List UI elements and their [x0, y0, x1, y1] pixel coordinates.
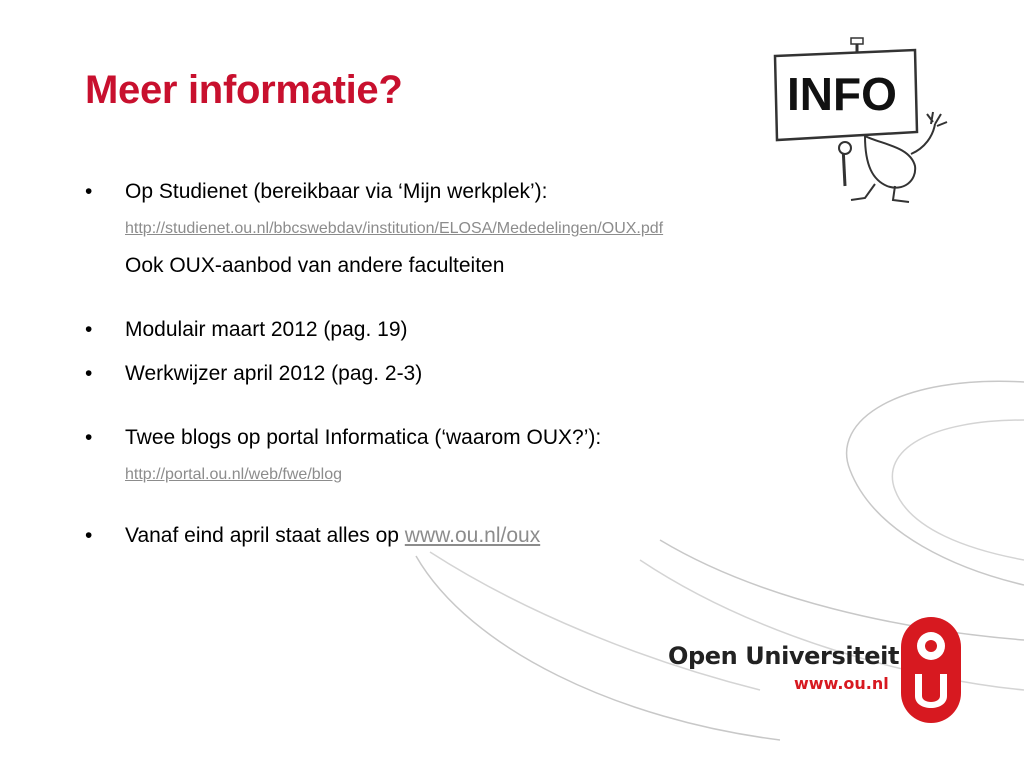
bullet-icon: •	[85, 180, 93, 203]
list-item	[85, 424, 885, 486]
bullet-text: Twee blogs op portal Informatica (‘waarom OUX?’):	[125, 426, 602, 449]
portal-blog-link[interactable]: http://portal.ou.nl/web/fwe/blog	[125, 466, 343, 483]
ou-logo-website: www.ou.nl	[794, 674, 889, 693]
ou-logo-name: Open Universiteit	[668, 642, 900, 670]
info-sign-text: INFO	[787, 68, 897, 120]
bullet-text: Werkwijzer april 2012 (pag. 2-3)	[125, 362, 423, 385]
info-sign-icon	[765, 36, 965, 206]
bullet-list	[85, 178, 885, 550]
bullet-text: Modulair maart 2012 (pag. 19)	[125, 318, 408, 341]
studienet-link[interactable]: http://studienet.ou.nl/bbcswebdav/institution/ELOSA/Mededelingen/OUX.pdf	[125, 220, 664, 237]
bullet-text: Vanaf eind april staat alles op	[125, 524, 405, 547]
bullet-icon: •	[85, 426, 93, 449]
bullet-icon: •	[85, 362, 93, 385]
list-item	[85, 360, 885, 388]
bullet-subtext: Ook OUX-aanbod van andere faculteiten	[125, 254, 505, 277]
bullet-icon: •	[85, 524, 93, 547]
bullet-text: Op Studienet (bereikbaar via ‘Mijn werkplek’):	[125, 180, 548, 203]
bullet-icon: •	[85, 318, 93, 341]
slide-title: Meer informatie?	[85, 68, 403, 112]
ou-logo	[664, 616, 964, 726]
ou-oux-link[interactable]: www.ou.nl/oux	[404, 524, 541, 547]
ou-logo-icon	[900, 616, 962, 724]
list-item	[85, 316, 885, 344]
list-item	[85, 522, 885, 550]
